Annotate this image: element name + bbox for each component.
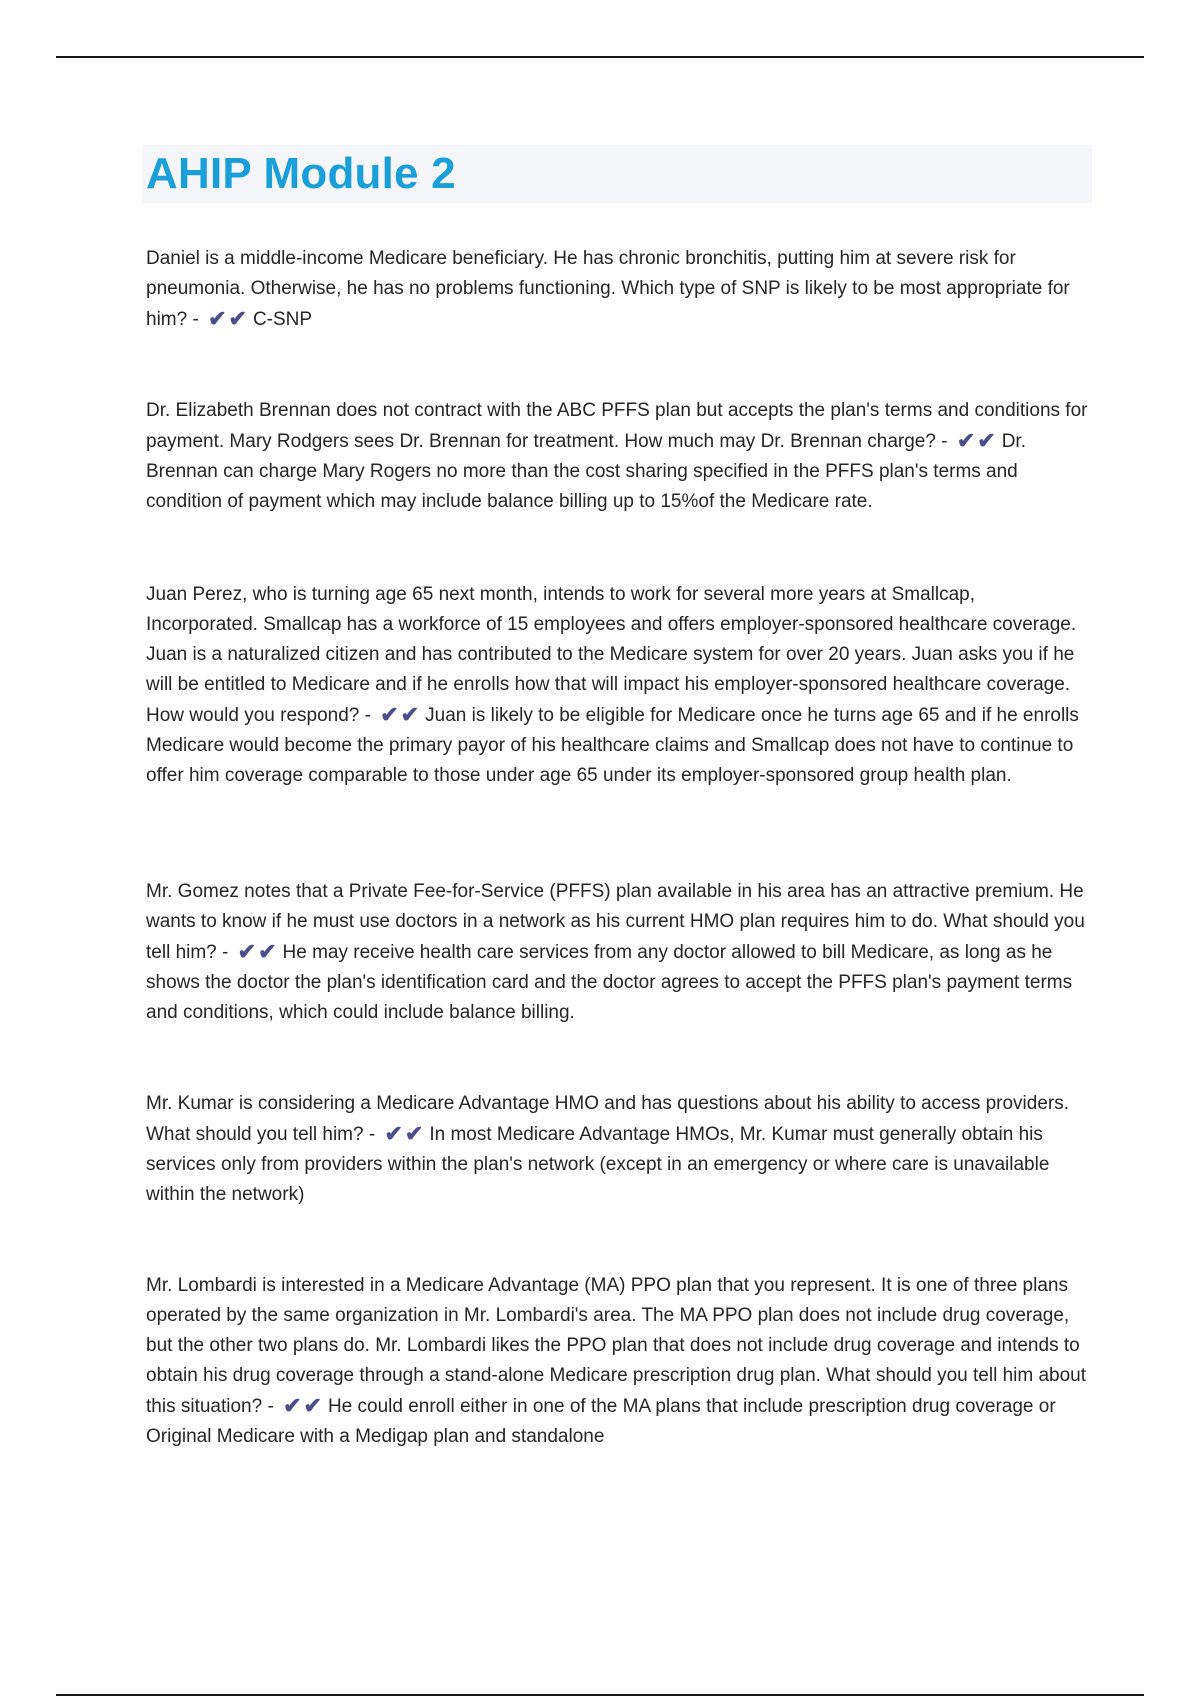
page-title: AHIP Module 2 — [146, 149, 456, 198]
answer-text: C-SNP — [252, 309, 313, 330]
answer-text: Dr. Brennan can charge Mary Rogers no more than the cost sharing specified in the PFFS plan's terms and condition of payment which may include balance billing up to 15%of the Medicare rate. — [146, 431, 1026, 512]
question-text: Juan Perez, who is turning age 65 next month, intends to work for several more years at Smallcap, Incorporated. Smallcap has a workforce of 15 employees and offers employer-sponsored healthcare coverage. Juan is a naturalized citizen and has contributed to the Medicare system for over 20 years. Juan asks you if he will be entitled to Medicare and if he enrolls how that will impact his employer-sponsored healthcare coverage. How would you respond? - — [146, 584, 1077, 726]
answer-text: Juan is likely to be eligible for Medicare once he turns age 65 and if he enrolls Medicare would become the primary payor of his healthcare claims and Smallcap does not have to continue to offer him coverage comparable to those under age 65 under its employer-sponsored group health plan. — [146, 705, 1079, 786]
double-check-icon: ✔✔ — [237, 939, 279, 964]
qa-item — [146, 877, 1092, 1028]
question-text: Mr. Kumar is considering a Medicare Advantage HMO and has questions about his ability to access providers. What should you tell him? - — [146, 1093, 1070, 1145]
answer-text: In most Medicare Advantage HMOs, Mr. Kumar must generally obtain his services only from providers within the plan's network (except in an emergency or where care is unavailable within the network) — [146, 1124, 1050, 1205]
double-check-icon: ✔✔ — [956, 428, 998, 453]
double-check-icon: ✔✔ — [283, 1393, 324, 1418]
qa-item — [146, 580, 1092, 791]
double-check-icon: ✔✔ — [380, 702, 422, 727]
question-text: Mr. Lombardi is interested in a Medicare Advantage (MA) PPO plan that you represent. It is one of three plans operated by the same organization in Mr. Lombardi's area. The MA PPO plan does not include drug coverage, but the other two plans do. Mr. Lombardi likes the PPO plan that does not include drug coverage and intends to obtain his drug coverage through a stand-alone Medicare prescription drug plan. What should you tell him about this situation? - — [146, 1275, 1087, 1417]
top-rule — [56, 56, 1144, 58]
question-text: Dr. Elizabeth Brennan does not contract with the ABC PFFS plan but accepts the plan's terms and conditions for payment. Mary Rodgers sees Dr. Brennan for treatment. How much may Dr. Brennan charge? - — [146, 400, 1088, 452]
qa-item — [146, 1089, 1092, 1210]
qa-item — [146, 1271, 1092, 1452]
double-check-icon: ✔✔ — [384, 1121, 426, 1146]
qa-item — [146, 396, 1092, 517]
question-text: Mr. Gomez notes that a Private Fee-for-Service (PFFS) plan available in his area has an attractive premium. He wants to know if he must use doctors in a network as his current HMO plan requires him to do. What should you tell him? - — [146, 881, 1085, 963]
bottom-rule — [56, 1694, 1144, 1696]
answer-text: He may receive health care services from any doctor allowed to bill Medicare, as long as he shows the doctor the plan's identification card and the doctor agrees to accept the PFFS plan's payment terms and conditions, which could include balance billing. — [146, 942, 1073, 1023]
answer-text: He could enroll either in one of the MA plans that include prescription drug coverage or Original Medicare with a Medigap plan and standalone — [146, 1396, 1056, 1447]
qa-item — [146, 244, 1092, 335]
double-check-icon: ✔✔ — [208, 306, 249, 331]
question-text: Daniel is a middle-income Medicare beneficiary. He has chronic bronchitis, putting him at severe risk for pneumonia. Otherwise, he has no problems functioning. Which type of SNP is likely to be most appropriate for him? - — [146, 248, 1070, 330]
